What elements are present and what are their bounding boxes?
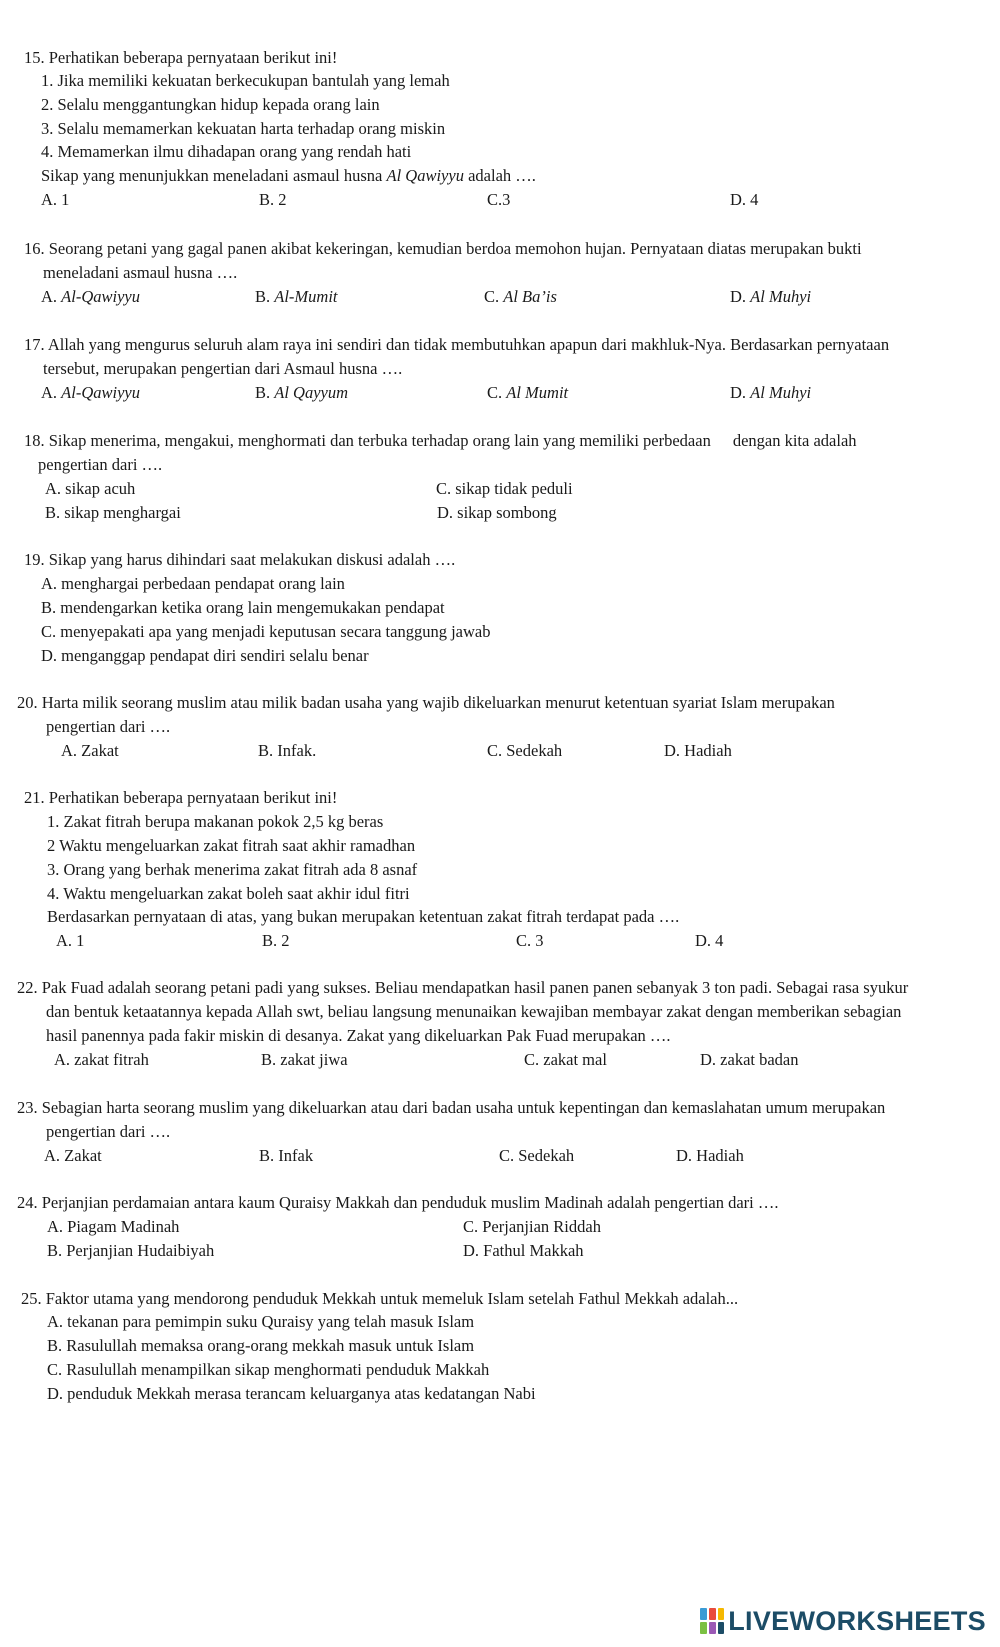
q20-option-a[interactable]: A. Zakat <box>61 741 119 760</box>
q17-option-d[interactable]: D. Al Muhyi <box>730 383 812 402</box>
q15-statement-3: 3. Selalu memamerkan kekuatan harta terhadap orang miskin <box>41 119 446 138</box>
q16-option-c[interactable]: C. Al Ba’is <box>484 287 557 306</box>
q24-option-b[interactable]: B. Perjanjian Hudaibiyah <box>47 1241 215 1260</box>
q19-option-d[interactable]: D. menganggap pendapat diri sendiri selalu benar <box>41 646 369 665</box>
q21-statement-2: 2 Waktu mengeluarkan zakat fitrah saat akhir ramadhan <box>47 836 416 855</box>
q21-statement-4: 4. Waktu mengeluarkan zakat boleh saat akhir idul fitri <box>47 884 410 903</box>
q22-stem-line-3: hasil panennya pada fakir miskin di desanya. Zakat yang dikeluarkan Pak Fuad merupakan …. <box>46 1026 671 1045</box>
q16-stem-line-1: 16. Seorang petani yang gagal panen akibat kekeringan, kemudian berdoa memohon hujan. Pernyataan diatas merupakan bukti <box>24 239 862 258</box>
q16-option-b[interactable]: B. Al-Mumit <box>255 287 338 306</box>
q19-stem: 19. Sikap yang harus dihindari saat melakukan diskusi adalah …. <box>24 550 456 569</box>
q22-stem-line-2: dan bentuk ketaatannya kepada Allah swt, beliau langsung menunaikan kewajiban membayar zakat dengan memberikan sebagian <box>46 1002 902 1021</box>
q19-option-c[interactable]: C. menyepakati apa yang menjadi keputusan secara tanggung jawab <box>41 622 491 641</box>
q23-stem-line-2: pengertian dari …. <box>46 1122 171 1141</box>
q19-option-b[interactable]: B. mendengarkan ketika orang lain mengemukakan pendapat <box>41 598 445 617</box>
q22-stem-line-1: 22. Pak Fuad adalah seorang petani padi yang sukses. Beliau mendapatkan hasil panen panen sebanyak 3 ton padi. Sebagai rasa syukur <box>17 978 909 997</box>
q18-option-c[interactable]: C. sikap tidak peduli <box>436 479 573 498</box>
q15-option-c[interactable]: C.3 <box>487 190 511 209</box>
q25-option-d[interactable]: D. penduduk Mekkah merasa terancam keluarganya atas kedatangan Nabi <box>47 1384 536 1403</box>
q22-option-d[interactable]: D. zakat badan <box>700 1050 799 1069</box>
q18-option-b[interactable]: B. sikap menghargai <box>45 503 181 522</box>
liveworksheets-logo-text: LIVEWORKSHEETS <box>728 1605 986 1636</box>
q21-statement-3: 3. Orang yang berhak menerima zakat fitrah ada 8 asnaf <box>47 860 418 879</box>
q21-option-a[interactable]: A. 1 <box>56 931 85 950</box>
q24-option-d[interactable]: D. Fathul Makkah <box>463 1241 584 1260</box>
q23-option-c[interactable]: C. Sedekah <box>499 1146 575 1165</box>
q23-stem-line-1: 23. Sebagian harta seorang muslim yang dikeluarkan atau dari badan usaha untuk kepentingan dan kemaslahatan umum merupakan <box>17 1098 886 1117</box>
q16-option-a[interactable]: A. Al-Qawiyyu <box>41 287 140 306</box>
q21-statement-1: 1. Zakat fitrah berupa makanan pokok 2,5 kg beras <box>47 812 384 831</box>
q15-option-b[interactable]: B. 2 <box>259 190 287 209</box>
q24-stem: 24. Perjanjian perdamaian antara kaum Quraisy Makkah dan penduduk muslim Madinah adalah pengertian dari …. <box>17 1193 779 1212</box>
liveworksheets-logo <box>700 1606 986 1636</box>
q25-option-c[interactable]: C. Rasulullah menampilkan sikap menghormati penduduk Makkah <box>47 1360 490 1379</box>
q20-option-d[interactable]: D. Hadiah <box>664 741 732 760</box>
q15-prompt: Sikap yang menunjukkan meneladani asmaul husna Al Qawiyyu adalah …. <box>41 166 536 185</box>
q21-option-c[interactable]: C. 3 <box>516 931 544 950</box>
q22-option-a[interactable]: A. zakat fitrah <box>54 1050 149 1069</box>
q25-option-a[interactable]: A. tekanan para pemimpin suku Quraisy yang telah masuk Islam <box>47 1312 475 1331</box>
q20-stem-line-1: 20. Harta milik seorang muslim atau milik badan usaha yang wajib dikeluarkan menurut ketentuan syariat Islam merupakan <box>17 693 835 712</box>
q23-option-d[interactable]: D. Hadiah <box>676 1146 744 1165</box>
q17-option-a[interactable]: A. Al-Qawiyyu <box>41 383 140 402</box>
q24-option-a[interactable]: A. Piagam Madinah <box>47 1217 180 1236</box>
q24-option-c[interactable]: C. Perjanjian Riddah <box>463 1217 601 1236</box>
q23-option-b[interactable]: B. Infak <box>259 1146 314 1165</box>
q22-option-b[interactable]: B. zakat jiwa <box>261 1050 348 1069</box>
q15-stem: 15. Perhatikan beberapa pernyataan berikut ini! <box>24 48 338 67</box>
q20-option-b[interactable]: B. Infak. <box>258 741 317 760</box>
q21-option-d[interactable]: D. 4 <box>695 931 724 950</box>
q21-prompt: Berdasarkan pernyataan di atas, yang bukan merupakan ketentuan zakat fitrah terdapat pada …. <box>47 907 680 926</box>
q20-option-c[interactable]: C. Sedekah <box>487 741 563 760</box>
q23-option-a[interactable]: A. Zakat <box>44 1146 102 1165</box>
q17-stem-line-1: 17. Allah yang mengurus seluruh alam raya ini sendiri dan tidak membutuhkan apapun dari makhluk-Nya. Berdasarkan pernyataan <box>24 335 890 354</box>
q25-stem: 25. Faktor utama yang mendorong penduduk Mekkah untuk memeluk Islam setelah Fathul Mekkah adalah... <box>21 1289 739 1308</box>
q18-stem-line-1: 18. Sikap menerima, mengakui, menghormati dan terbuka terhadap orang lain yang memiliki perbedaan dengan kita adalah <box>24 431 857 450</box>
q15-statement-1: 1. Jika memiliki kekuatan berkecukupan bantulah yang lemah <box>41 71 450 90</box>
q21-option-b[interactable]: B. 2 <box>262 931 290 950</box>
q16-option-d[interactable]: D. Al Muhyi <box>730 287 812 306</box>
q18-option-d[interactable]: D. sikap sombong <box>437 503 557 522</box>
liveworksheets-logo-icon <box>700 1608 724 1634</box>
q19-option-a[interactable]: A. menghargai perbedaan pendapat orang lain <box>41 574 345 593</box>
q25-option-b[interactable]: B. Rasulullah memaksa orang-orang mekkah masuk untuk Islam <box>47 1336 475 1355</box>
q17-option-b[interactable]: B. Al Qayyum <box>255 383 349 402</box>
q17-option-c[interactable]: C. Al Mumit <box>487 383 569 402</box>
q15-statement-4: 4. Memamerkan ilmu dihadapan orang yang rendah hati <box>41 142 412 161</box>
q18-option-a[interactable]: A. sikap acuh <box>45 479 136 498</box>
q15-option-a[interactable]: A. 1 <box>41 190 70 209</box>
q15-option-d[interactable]: D. 4 <box>730 190 759 209</box>
q22-option-c[interactable]: C. zakat mal <box>524 1050 607 1069</box>
q17-stem-line-2: tersebut, merupakan pengertian dari Asmaul husna …. <box>43 359 403 378</box>
q21-stem: 21. Perhatikan beberapa pernyataan berikut ini! <box>24 788 338 807</box>
q20-stem-line-2: pengertian dari …. <box>46 717 171 736</box>
q18-stem-line-2: pengertian dari …. <box>38 455 163 474</box>
q15-statement-2: 2. Selalu menggantungkan hidup kepada orang lain <box>41 95 380 114</box>
q16-stem-line-2: meneladani asmaul husna …. <box>43 263 238 282</box>
